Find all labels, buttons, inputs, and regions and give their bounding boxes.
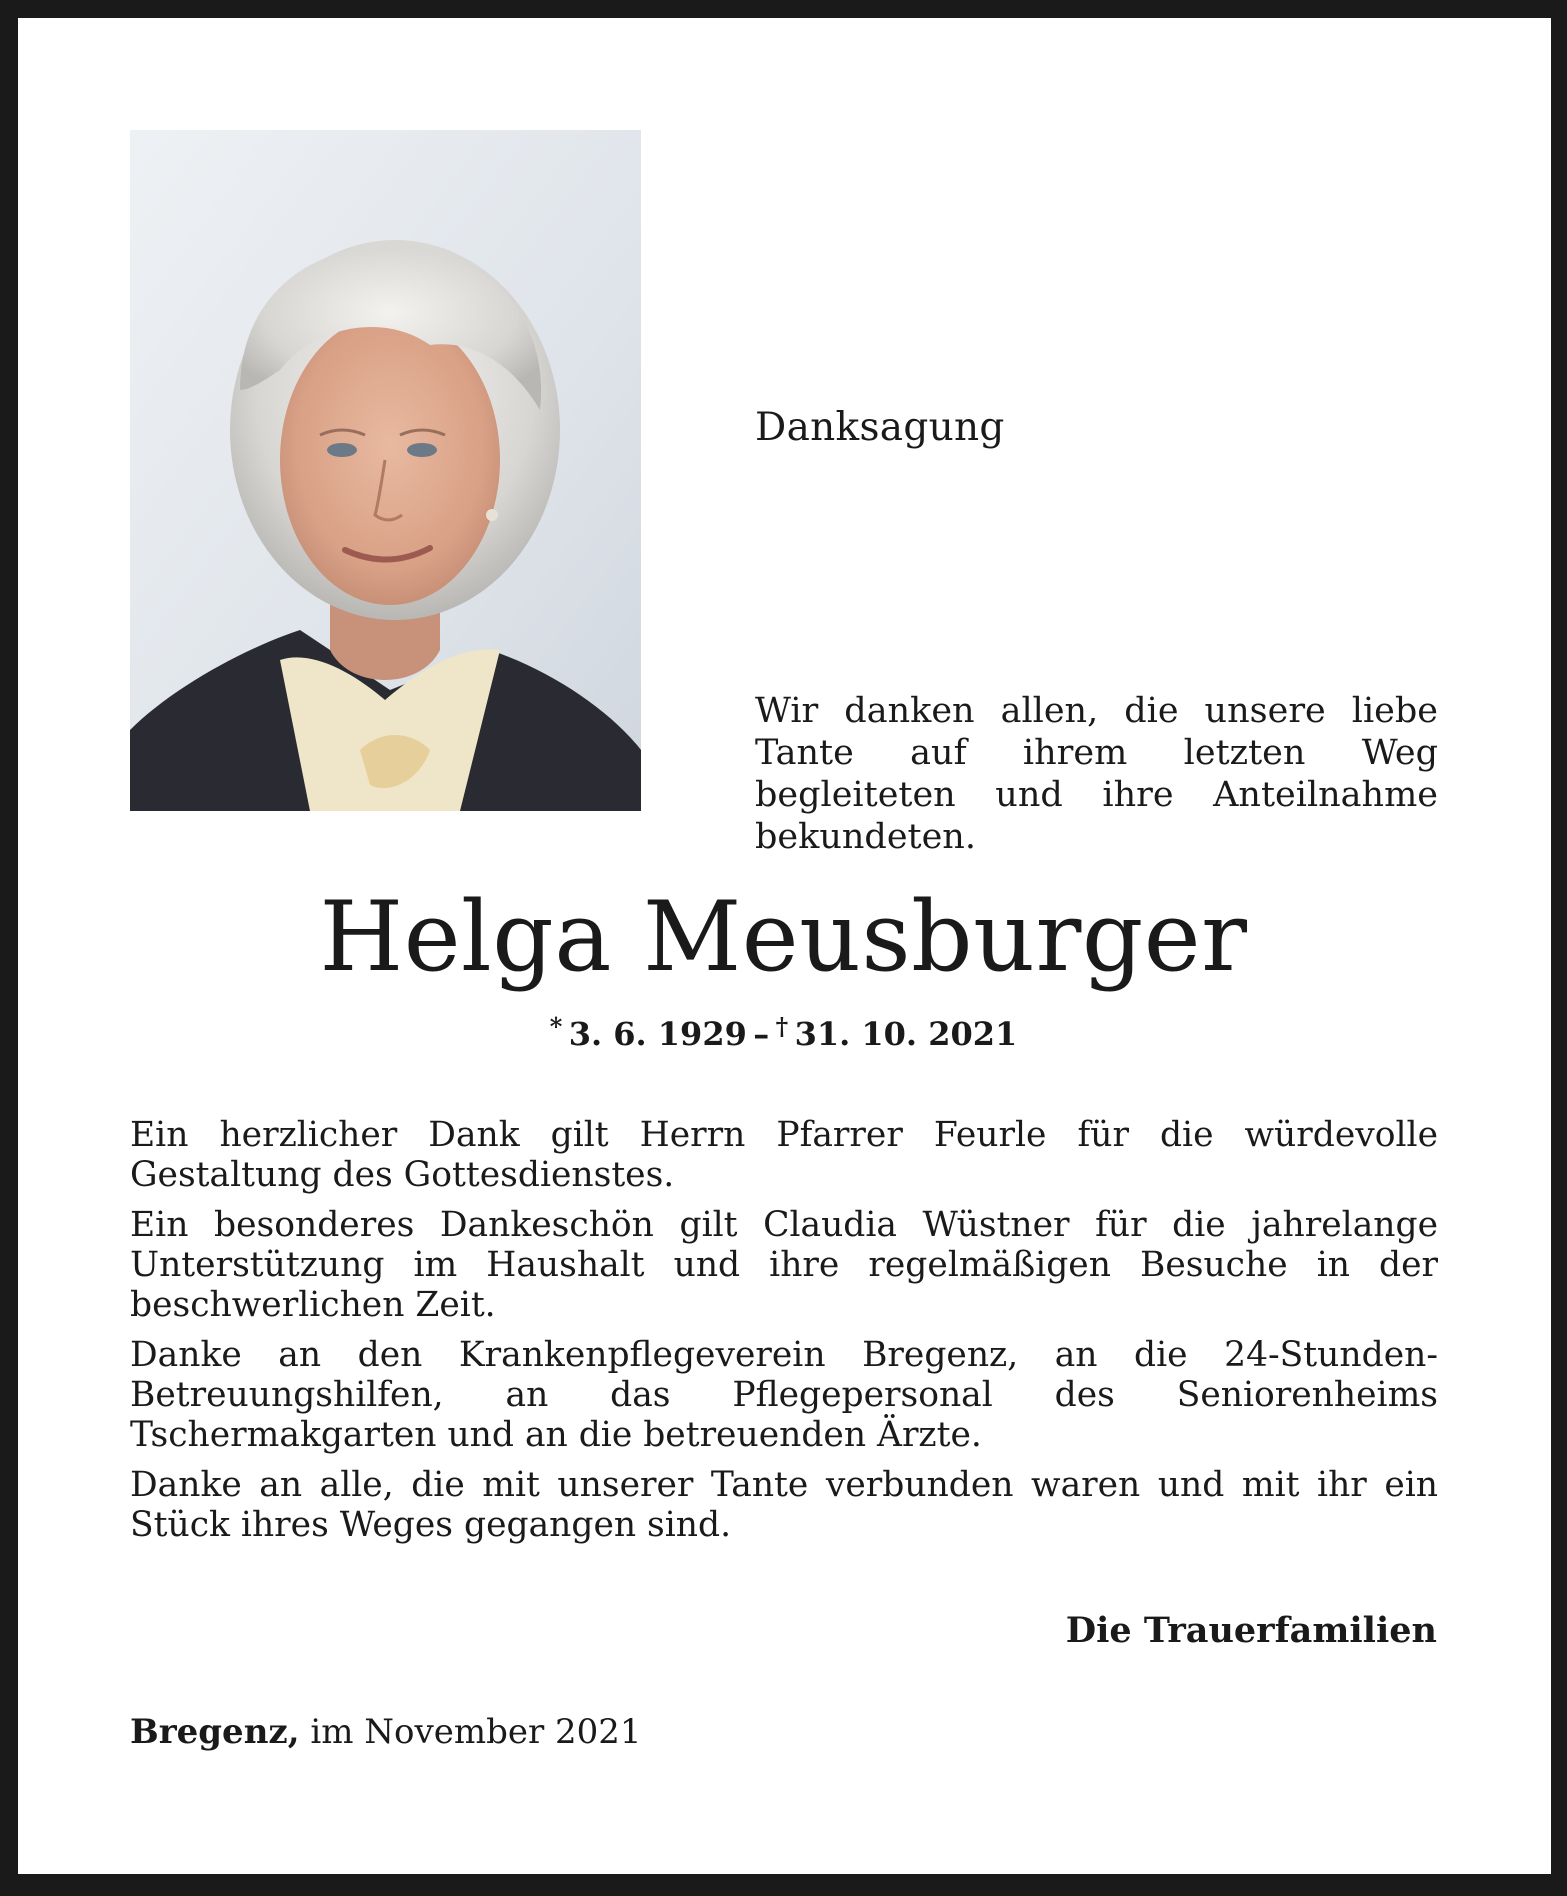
thanks-paragraph: Ein besonderes Dankeschön gilt Claudia Wüstner für die jahrelange Unterstützung im Haushalt und ihre regelmäßigen Besuche in der beschwerlichen Zeit.	[130, 1205, 1438, 1325]
place-name: Bregenz,	[130, 1712, 300, 1752]
portrait-photo	[130, 130, 641, 811]
signature: Die Trauerfamilien	[1065, 1610, 1437, 1651]
heading-danksagung: Danksagung	[755, 405, 1005, 450]
born-symbol: *	[549, 1012, 563, 1041]
died-symbol: †	[775, 1012, 789, 1041]
death-date: 31. 10. 2021	[794, 1015, 1018, 1053]
birth-date: 3. 6. 1929	[568, 1015, 747, 1053]
date-line: im November 2021	[310, 1712, 642, 1752]
thanks-paragraph: Danke an den Krankenpflegeverein Bregenz, an die 24-Stunden-Betreuungshilfen, an das Pflegepersonal des Seniorenheims Tschermakgarten und an die betreuenden Ärzte.	[130, 1335, 1438, 1455]
life-dates	[0, 1012, 1567, 1053]
date-dash: –	[753, 1015, 770, 1053]
deceased-name: Helga Meusburger	[319, 881, 1248, 993]
thanks-paragraph: Danke an alle, die mit unserer Tante verbunden waren und mit ihr ein Stück ihres Weges gegangen sind.	[130, 1465, 1438, 1545]
thanks-paragraph: Ein herzlicher Dank gilt Herrn Pfarrer Feurle für die würdevolle Gestaltung des Gottesdienstes.	[130, 1115, 1438, 1195]
thanks-body	[130, 1115, 1438, 1555]
intro-text: Wir danken allen, die unsere liebe Tante auf ihrem letzten Weg begleiteten und ihre Anteilnahme bekundeten.	[755, 691, 1438, 857]
place-date	[130, 1712, 642, 1752]
